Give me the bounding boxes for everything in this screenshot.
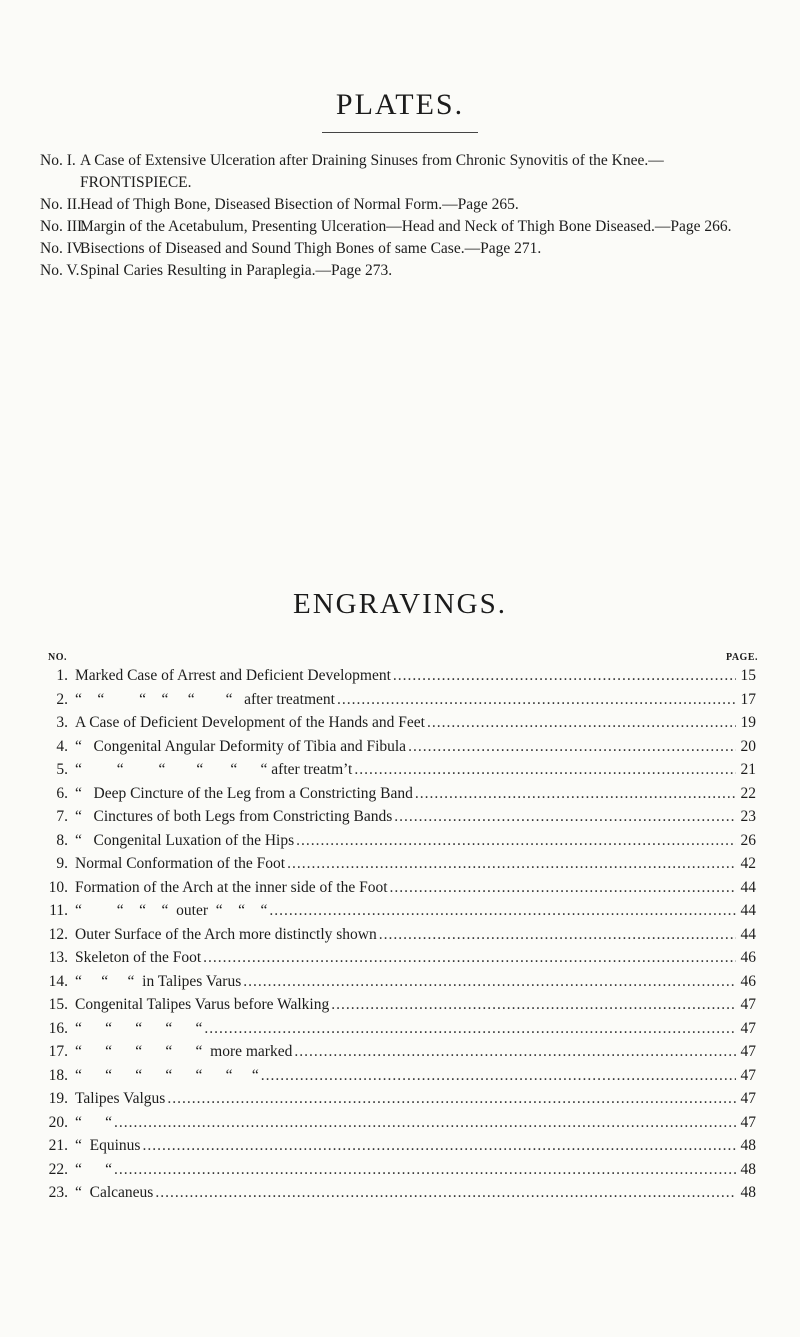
engraving-page: 48	[740, 1184, 756, 1201]
engraving-item	[40, 970, 756, 994]
engraving-title: Formation of the Arch at the inner side of the Foot	[75, 878, 388, 896]
plate-number: No. II.	[40, 196, 81, 213]
plate-item	[40, 260, 760, 282]
engraving-page: 48	[740, 1137, 756, 1154]
engraving-page: 47	[740, 996, 756, 1013]
engraving-page: 26	[740, 831, 756, 849]
plate-item	[40, 194, 760, 216]
engraving-page: 47	[740, 1113, 756, 1131]
engraving-number: 5.	[56, 761, 68, 778]
dot-leader	[167, 1087, 736, 1110]
engraving-number: 7.	[56, 808, 68, 825]
engraving-item	[40, 1087, 756, 1111]
engraving-title: “ “ “ “ “ “ after treatment	[75, 690, 335, 708]
plate-description: Spinal Caries Resulting in Paraplegia.—Page 273.	[80, 262, 393, 279]
dot-leader	[337, 688, 736, 711]
engraving-number: 1.	[56, 667, 68, 684]
dot-leader	[269, 899, 736, 922]
plate-item	[40, 216, 760, 238]
engraving-item	[40, 993, 756, 1017]
engraving-page: 47	[740, 1090, 756, 1107]
engraving-title: “ Deep Cincture of the Leg from a Constricting Band	[75, 784, 413, 802]
engraving-title: “ Cinctures of both Legs from Constricting Bands	[75, 808, 393, 825]
dot-leader	[296, 829, 736, 852]
engraving-number: 19.	[48, 1090, 68, 1107]
engravings-list	[40, 664, 756, 1205]
engraving-item	[40, 1134, 756, 1158]
dot-leader	[394, 805, 736, 828]
engraving-title: A Case of Deficient Development of the Hands and Feet	[75, 714, 425, 731]
dot-leader	[155, 1181, 736, 1204]
dot-leader	[415, 782, 736, 805]
engraving-page: 47	[740, 1043, 756, 1060]
dot-leader	[393, 664, 736, 687]
plate-description: A Case of Extensive Ulceration after Draining Sinuses from Chronic Synovitis of the Knee.—FRONTISPIECE.	[80, 152, 664, 191]
engraving-title: “ Equinus	[75, 1137, 141, 1154]
dot-leader	[261, 1064, 736, 1087]
engraving-title: “ Congenital Luxation of the Hips	[75, 831, 295, 849]
dot-leader	[379, 923, 736, 946]
engraving-title: Marked Case of Arrest and Deficient Development	[75, 667, 391, 684]
plate-description: Head of Thigh Bone, Diseased Bisection of Normal Form.—Page 265.	[80, 196, 519, 213]
engraving-item	[40, 923, 756, 947]
plate-item	[40, 150, 760, 194]
engraving-page: 44	[740, 878, 756, 896]
plate-description: Margin of the Acetabulum, Presenting Ulceration—Head and Neck of Thigh Bone Diseased.—Page 266.	[80, 218, 732, 235]
engraving-page: 23	[740, 808, 756, 825]
engraving-number: 18.	[48, 1066, 68, 1084]
dot-leader	[142, 1134, 736, 1157]
engraving-item	[40, 852, 756, 876]
engraving-page: 17	[740, 690, 756, 708]
engraving-item	[40, 782, 756, 806]
engraving-item	[40, 711, 756, 735]
plates-heading: PLATES.	[335, 88, 465, 121]
engraving-page: 22	[740, 784, 756, 802]
engraving-title: “ “ “ “ “ more marked	[75, 1043, 293, 1060]
engraving-number: 14.	[48, 972, 68, 990]
engraving-number: 3.	[56, 714, 68, 731]
engraving-page: 47	[740, 1019, 756, 1037]
engraving-item	[40, 805, 756, 829]
engraving-title: Skeleton of the Foot	[75, 949, 202, 966]
engraving-title: Congenital Talipes Varus before Walking	[75, 996, 330, 1013]
dot-leader	[331, 993, 736, 1016]
engraving-page: 19	[740, 714, 756, 731]
dot-leader	[114, 1111, 736, 1134]
engraving-number: 22.	[48, 1160, 68, 1178]
plate-item	[40, 238, 760, 260]
engraving-title: Talipes Valgus	[75, 1090, 166, 1107]
plate-number: No. IV.	[40, 240, 85, 257]
engraving-item	[40, 829, 756, 853]
engraving-page: 46	[740, 949, 756, 966]
engraving-item	[40, 1064, 756, 1088]
dot-leader	[408, 735, 736, 758]
engraving-item	[40, 735, 756, 759]
plate-number: No. III.	[40, 218, 87, 235]
engraving-item	[40, 899, 756, 923]
engraving-number: 6.	[56, 784, 68, 802]
engraving-item	[40, 1111, 756, 1135]
engraving-number: 11.	[49, 902, 68, 919]
engraving-page: 46	[740, 972, 756, 990]
engraving-number: 10.	[48, 878, 68, 896]
engraving-page: 48	[740, 1160, 756, 1178]
engraving-page: 47	[740, 1066, 756, 1084]
dot-leader	[294, 1040, 736, 1063]
engraving-item	[40, 1181, 756, 1205]
engraving-page: 44	[740, 902, 756, 919]
engraving-number: 21.	[48, 1137, 68, 1154]
dot-leader	[354, 758, 736, 781]
engraving-page: 44	[740, 925, 756, 943]
dot-leader	[427, 711, 736, 734]
engraving-page: 20	[740, 737, 756, 755]
engraving-title: Outer Surface of the Arch more distinctly shown	[75, 925, 377, 943]
engraving-number: 13.	[48, 949, 68, 966]
engraving-title: “ “ “ “ outer “ “ “	[75, 902, 268, 919]
engraving-item	[40, 1040, 756, 1064]
dot-leader	[114, 1158, 736, 1181]
engraving-title: “ Calcaneus	[75, 1184, 154, 1201]
engraving-title: “ “ “ “ “ “ “	[75, 1066, 259, 1084]
engraving-number: 16.	[48, 1019, 68, 1037]
engraving-title: “ “	[75, 1113, 113, 1131]
engraving-item	[40, 1158, 756, 1182]
engraving-number: 4.	[56, 737, 68, 755]
engraving-number: 2.	[56, 690, 68, 708]
engraving-number: 8.	[56, 831, 68, 849]
engraving-item	[40, 688, 756, 712]
engraving-number: 12.	[48, 925, 68, 943]
column-header-page: PAGE.	[725, 652, 758, 663]
heading-rule	[322, 132, 478, 133]
engraving-title: Normal Conformation of the Foot	[75, 855, 286, 872]
engraving-item	[40, 1017, 756, 1041]
engraving-title: “ Congenital Angular Deformity of Tibia and Fibula	[75, 737, 407, 755]
engraving-title: “ “ “ in Talipes Varus	[75, 972, 242, 990]
engraving-number: 17.	[48, 1043, 68, 1060]
engraving-title: “ “ “ “ “ “ after treatm’t	[75, 761, 353, 778]
dot-leader	[243, 970, 736, 993]
engravings-heading: ENGRAVINGS.	[292, 588, 507, 620]
dot-leader	[204, 1017, 736, 1040]
engraving-page: 21	[740, 761, 756, 778]
dot-leader	[287, 852, 736, 875]
engraving-number: 23.	[48, 1184, 68, 1201]
plate-number: No. I.	[40, 152, 76, 169]
engraving-item	[40, 758, 756, 782]
engraving-number: 15.	[48, 996, 68, 1013]
engraving-item	[40, 876, 756, 900]
dot-leader	[203, 946, 736, 969]
engraving-title: “ “	[75, 1160, 113, 1178]
engraving-number: 9.	[56, 855, 68, 872]
engraving-title: “ “ “ “ “	[75, 1019, 203, 1037]
engraving-page: 42	[740, 855, 756, 872]
dot-leader	[390, 876, 736, 899]
engraving-number: 20.	[48, 1113, 68, 1131]
plate-number: No. V.	[40, 262, 80, 279]
column-header-no: NO.	[48, 652, 67, 663]
plates-list	[40, 150, 760, 282]
engraving-item	[40, 946, 756, 970]
engraving-item	[40, 664, 756, 688]
plate-description: Bisections of Diseased and Sound Thigh Bones of same Case.—Page 271.	[80, 240, 542, 257]
engraving-page: 15	[740, 667, 756, 684]
